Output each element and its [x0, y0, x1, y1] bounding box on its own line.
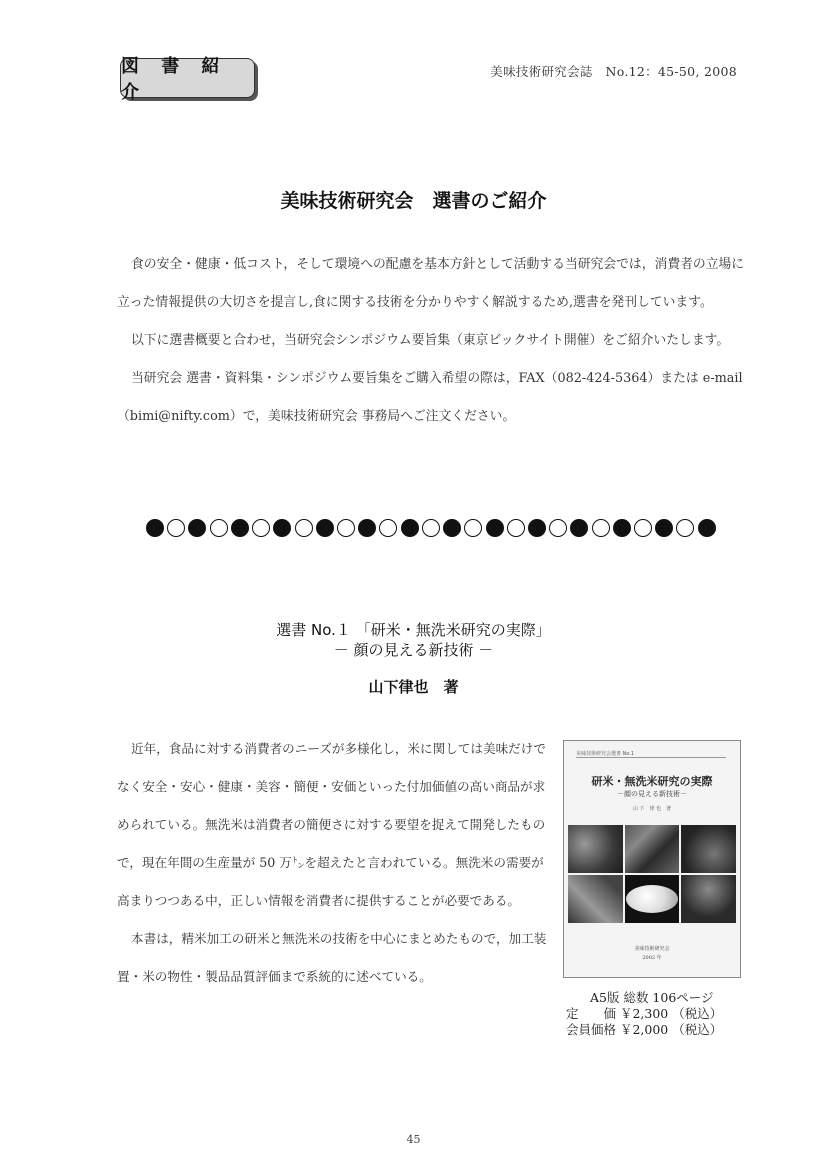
divider-dot: [698, 519, 716, 537]
book-title: [0, 620, 827, 660]
section-label: [120, 56, 255, 103]
divider-dot: [507, 519, 525, 537]
description-paragraph: 近年，食品に対する消費者のニーズが多様化し，米に関しては美味だけでなく安全・安心・健康・美容・簡便・安価といった付加価値の高い商品が求められている。無洗米は消費者の簡便さに対する要望を捉えて開発したもので，現在年間の生産量が 50 万㌧を超えたと言われている。無洗米の需要が高まりつつある中，正しい情報を消費者に提供することが必要である。: [117, 741, 546, 908]
cover-series: 美味技術研究会選書 No.1: [576, 750, 726, 758]
divider-dot: [358, 519, 376, 537]
divider-dot: [210, 519, 228, 537]
rice-grain-icon: [626, 885, 678, 913]
page-title: 美味技術研究会 選書のご紹介: [280, 190, 547, 212]
member-price: 会員価格 ￥2,000 （税込）: [566, 1022, 723, 1037]
divider-dot: [676, 519, 694, 537]
price-info: [566, 990, 722, 1038]
cover-photo-grid: [568, 825, 736, 923]
book-title-main: 選書 No.１ 「研米・無洗米研究の実際」: [276, 621, 551, 639]
book-cover-image: [563, 740, 741, 978]
divider-dot: [422, 519, 440, 537]
intro-paragraph: 食の安全・健康・低コスト，そして環境への配慮を基本方針として活動する当研究会では，消費者の立場に立った情報提供の大切さを提言し,食に関する技術を分かりやすく解説するため,選書を発刊しています。: [117, 257, 745, 310]
cover-publisher: [564, 945, 740, 963]
list-price: 定 価 ￥2,300 （税込）: [566, 1006, 723, 1021]
cover-photo: [681, 875, 736, 923]
book-author: 山下律也 著: [368, 678, 459, 696]
cover-photo: [625, 825, 680, 873]
divider-dot: [337, 519, 355, 537]
journal-reference: 美味技術研究会誌 No.12：45-50, 2008: [490, 64, 737, 79]
divider-dot: [295, 519, 313, 537]
divider-dot: [528, 519, 546, 537]
divider-dot: [634, 519, 652, 537]
cover-photo: [568, 875, 623, 923]
divider-dot: [655, 519, 673, 537]
divider-dot: [570, 519, 588, 537]
description-paragraph: 本書は，精米加工の研米と無洗米の技術を中心にまとめたもので，加工装置・米の物性・製品品質評価まで系統的に述べている。: [117, 931, 547, 984]
book-format: A5版 総数 106ページ: [590, 990, 714, 1005]
dot-divider: [146, 518, 716, 538]
divider-dot: [549, 519, 567, 537]
cover-photo-rice-grain: [625, 875, 680, 923]
intro-section: [117, 246, 747, 436]
divider-dot: [188, 519, 206, 537]
divider-dot: [167, 519, 185, 537]
book-title-sub: － 顔の見える新技術 －: [333, 641, 494, 659]
cover-publisher-name: 美味技術研究会: [634, 946, 670, 952]
cover-year: 2002 年: [642, 955, 662, 961]
divider-dot: [592, 519, 610, 537]
divider-dot: [486, 519, 504, 537]
cover-title: 研米・無洗米研究の実際: [591, 775, 713, 788]
page-number: 45: [406, 1133, 421, 1146]
divider-dot: [379, 519, 397, 537]
divider-dot: [613, 519, 631, 537]
book-description: [117, 730, 549, 996]
cover-author: 山 下 律 也 著: [632, 806, 672, 812]
divider-dot: [443, 519, 461, 537]
cover-photo: [568, 825, 623, 873]
divider-dot: [401, 519, 419, 537]
section-label-text: 図 書 紹 介: [121, 56, 228, 103]
divider-dot: [464, 519, 482, 537]
divider-dot: [316, 519, 334, 537]
divider-dot: [231, 519, 249, 537]
divider-dot: [273, 519, 291, 537]
intro-paragraph: 当研究会 選書・資料集・シンポジウム要旨集をご購入希望の際は，FAX（082-424-5364）または e-mail（bimi@nifty.com）で，美味技術研究会 事務局へご注文ください。: [117, 371, 743, 424]
divider-dot: [146, 519, 164, 537]
cover-photo: [681, 825, 736, 873]
divider-dot: [252, 519, 270, 537]
cover-subtitle: －顔の見える新技術－: [617, 790, 687, 798]
intro-paragraph: 以下に選書概要と合わせ，当研究会シンポジウム要旨集（東京ビックサイト開催）をご紹介いたします。: [131, 333, 730, 348]
